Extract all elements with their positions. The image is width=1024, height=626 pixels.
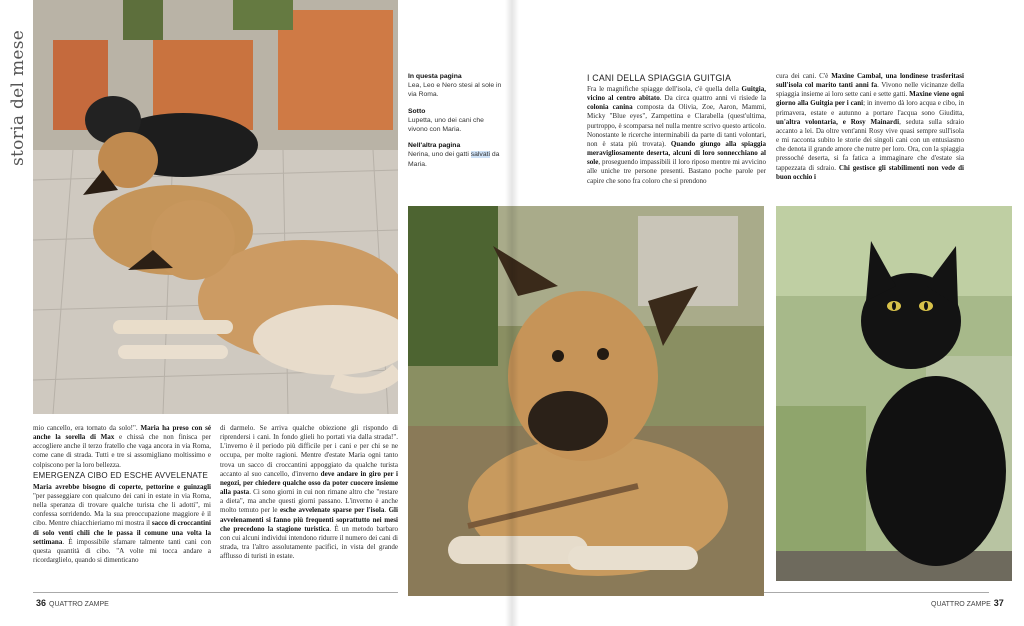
paragraph: Fra le magnifiche spiagge dell'isola, c'è quella della Guitgia, vicino al centro abitato. Da circa quattro anni vi risiede la colonia canina composta da Olivia, Zoe, Aaron, Mammi, Micky "Blue eyes", Zampettina e Clarabella (quest'ultima, purtroppo, è scomparsa nel nulla mentre scrivo questo articolo. Nonostante le ricerche interminabili da parte di tanti volontari, non è stata più trovata). Quando giungo alla spiaggia meravigliosamente deserta, alcuni di loro sonnecchiano al sole, proseguendo impassibili il loro riposo mentre mi avvicino alle uniche tre persone presenti. Bastano poche parole per capire che sono fra coloro che si prendono: [587, 85, 766, 185]
photo-cat-nerina: [776, 206, 1012, 581]
right-column-2: [776, 72, 964, 182]
section-heading-emergency: EMERGENZA CIBO ED ESCHE AVVELENATE: [33, 470, 208, 480]
footer-rule-left: [33, 592, 398, 593]
spine-gutter: [505, 0, 519, 626]
left-column-1: [33, 424, 211, 565]
paragraph: di darmelo. Se arriva qualche obiezione gli rispondo di riprendersi i cani. In fondo glieli ho portati via dalla strada!". L'inverno è il periodo più difficile per i cani e per chi se ne occupa, per molte ragioni. Mentre d'estate Maria ogni tanto trova un sacco di croccantini appoggiato da qualche turista accanto al suo cancello, d'inverno deve andare in giro per i negozi, per chiedere qualche osso da poter cuocere insieme alla pasta. Ci sono giorni in cui non rimane altro che "restare a dieta", ma anche questi giorni passano. L'inverno è anche molto temuto per le esche avvelenate sparse per l'isola. Gli avvelenamenti si fanno più frequenti soprattutto nei mesi che precedono la stagione turistica. È un metodo barbaro con cui alcuni individui intendono ridurre il numero dei cani di strada, tra l'altro assolutamente pacifici, in vista del grande afflusso di turisti in estate.: [220, 424, 398, 561]
folio-right: QUATTRO ZAMPE 37: [931, 598, 1004, 608]
photo-captions: [408, 72, 503, 176]
paragraph: cura dei cani. C'è Maxine Cambal, una londinese trasferitasi sull'isola col marito tanti anni fa. Vivono nelle vicinanze della spiaggia insieme ai loro sette cani e sette gatti. Maxine viene ogni giorno alla Guitgia per i cani; in inverno dà loro acqua e cibo, in primavera, estate e autunno a portare l'acqua sono Giuditta, un'altra volontaria, e Rosy Mainardi, seduta sulla sdraio accanto a lei. Da oltre vent'anni Rosy vive quasi sempre sull'isola e mi racconta subito le storie dei singoli cani con un entusiasmo che denota il grande amore che nutre per loro. Ora, con la spiaggia pressoché deserta, si fa fatica a immaginare che d'estate sia tappezzata di sdraio. Chi gestisce gli stabilimenti non vede di buon occhio i: [776, 72, 965, 181]
dogs-street-illustration: [33, 0, 398, 414]
dog-lupetta-illustration: [408, 206, 764, 596]
right-column-1: [587, 72, 766, 186]
left-column-2: [220, 424, 398, 561]
section-rubric: storia del mese: [8, 29, 28, 166]
section-heading-guitgia: I CANI DELLA SPIAGGIA GUITGIA: [587, 73, 732, 83]
paragraph: mio cancello, era tornato da solo!". Maria ha preso con sé anche la sorella di Max e chissà che non finisca per accogliere anche il terzo fratello che vaga ancora in via Roma, come cane di strada. Tutti e tre si assomigliano moltissimo e colpiscono per la loro bellezza.: [33, 424, 211, 469]
right-page: [512, 0, 1024, 626]
photo-dog-lupetta: [408, 206, 764, 596]
folio-left: 36 QUATTRO ZAMPE: [36, 598, 109, 608]
caption-other-page: Nell'altra pagina Nerina, uno dei gatti salvati da Maria.: [408, 142, 500, 168]
paragraph: Maria avrebbe bisogno di coperte, pettorine e guinzagli "per passeggiare con qualcuno dei cani in estate in via Roma, nella speranza di trovare qualche turista che li adotti", mi confessa sorridendo. Ma la sua preoccupazione maggiore è il cibo. Mentre chiacchieriamo mi mostra il sacco di croccantini di solo venti chili che le passa il comune una volta la settimana. È impossibile sfamare talmente tanti cani con questa quantità di cibo. "A volte mi tocca andare a ricordarglielo, quando si dimenticano: [33, 482, 211, 565]
caption-below: Sotto Lupetta, uno dei cani che vivono con Maria.: [408, 107, 484, 134]
photo-dogs-street: [33, 0, 398, 414]
caption-this-page: In questa pagina Lea, Leo e Nero stesi al sole in via Roma.: [408, 73, 502, 99]
footer-rule-right: [764, 592, 989, 593]
cat-nerina-illustration: [776, 206, 1012, 581]
